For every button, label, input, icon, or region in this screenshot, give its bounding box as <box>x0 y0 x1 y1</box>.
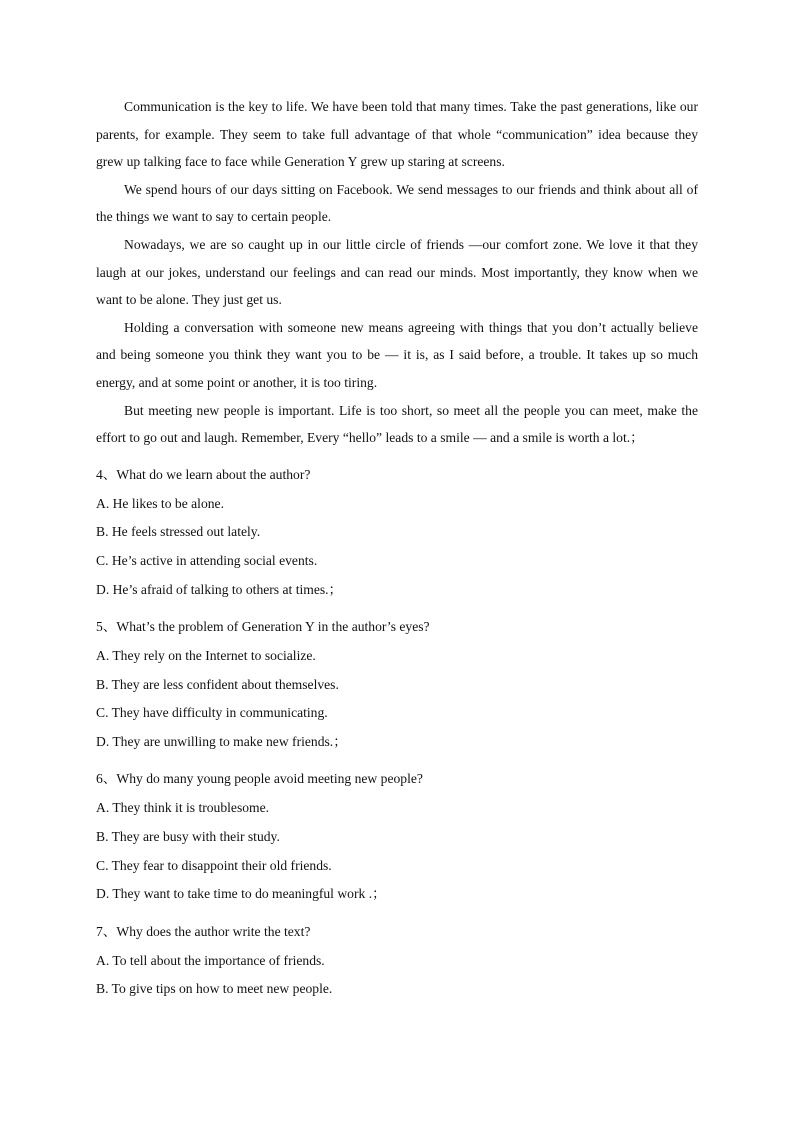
question-4-option-c: C. He’s active in attending social events. <box>96 552 318 568</box>
question-4-stem: 4、What do we learn about the author? <box>96 466 311 482</box>
question-4-option-d: D. He’s afraid of talking to others at times.； <box>96 581 343 597</box>
question-6-option-a: A. They think it is troublesome. <box>96 800 270 816</box>
question-7-option-a: A. To tell about the importance of friends. <box>96 952 325 968</box>
reading-passage <box>96 93 698 452</box>
question-5-option-b: B. They are less confident about themselves. <box>96 676 339 692</box>
question-4-option-a: A. He likes to be alone. <box>96 495 224 511</box>
question-6-option-b: B. They are busy with their study. <box>96 829 280 845</box>
question-5-stem: 5、What’s the problem of Generation Y in the author’s eyes? <box>96 619 430 635</box>
question-7 <box>96 917 698 1004</box>
question-5-option-a: A. They rely on the Internet to socialize. <box>96 648 316 664</box>
question-5-option-d: D. They are unwilling to make new friends.； <box>96 733 347 749</box>
question-7-stem: 7、Why does the author write the text? <box>96 923 311 939</box>
question-6 <box>96 764 698 908</box>
question-4 <box>96 460 698 604</box>
question-5-option-c: C. They have difficulty in communicating. <box>96 705 328 721</box>
question-7-option-b: B. To give tips on how to meet new people. <box>96 981 333 997</box>
passage-paragraph-1: Communication is the key to life. We have been told that many times. Take the past generations, like our parents, for example. They seem to take full advantage of that whole “communication” idea because they grew up talking face to face while Generation Y grew up staring at screens. <box>96 99 698 170</box>
passage-paragraph-2: We spend hours of our days sitting on Facebook. We send messages to our friends and think about all of the things we want to say to certain people. <box>96 181 698 225</box>
passage-paragraph-3: Nowadays, we are so caught up in our little circle of friends —our comfort zone. We love it that they laugh at our jokes, understand our feelings and can read our minds. Most importantly, they know when we want to be alone. They just get us. <box>96 236 698 308</box>
question-5 <box>96 612 698 756</box>
passage-paragraph-5: But meeting new people is important. Life is too short, so meet all the people you can meet, make the effort to go out and laugh. Remember, Every “hello” leads to a smile — and a smile is worth a lot.； <box>96 402 698 446</box>
document-page <box>96 93 698 1004</box>
question-4-option-b: B. He feels stressed out lately. <box>96 524 261 540</box>
question-6-stem: 6、Why do many young people avoid meeting new people? <box>96 771 423 787</box>
passage-paragraph-4: Holding a conversation with someone new means agreeing with things that you don’t actually believe and being someone you think they want you to be — it is, as I said before, a trouble. It takes up so much energy, and at some point or another, it is too tiring. <box>96 319 698 390</box>
question-6-option-d: D. They want to take time to do meaningful work .； <box>96 886 386 902</box>
question-6-option-c: C. They fear to disappoint their old friends. <box>96 857 332 873</box>
